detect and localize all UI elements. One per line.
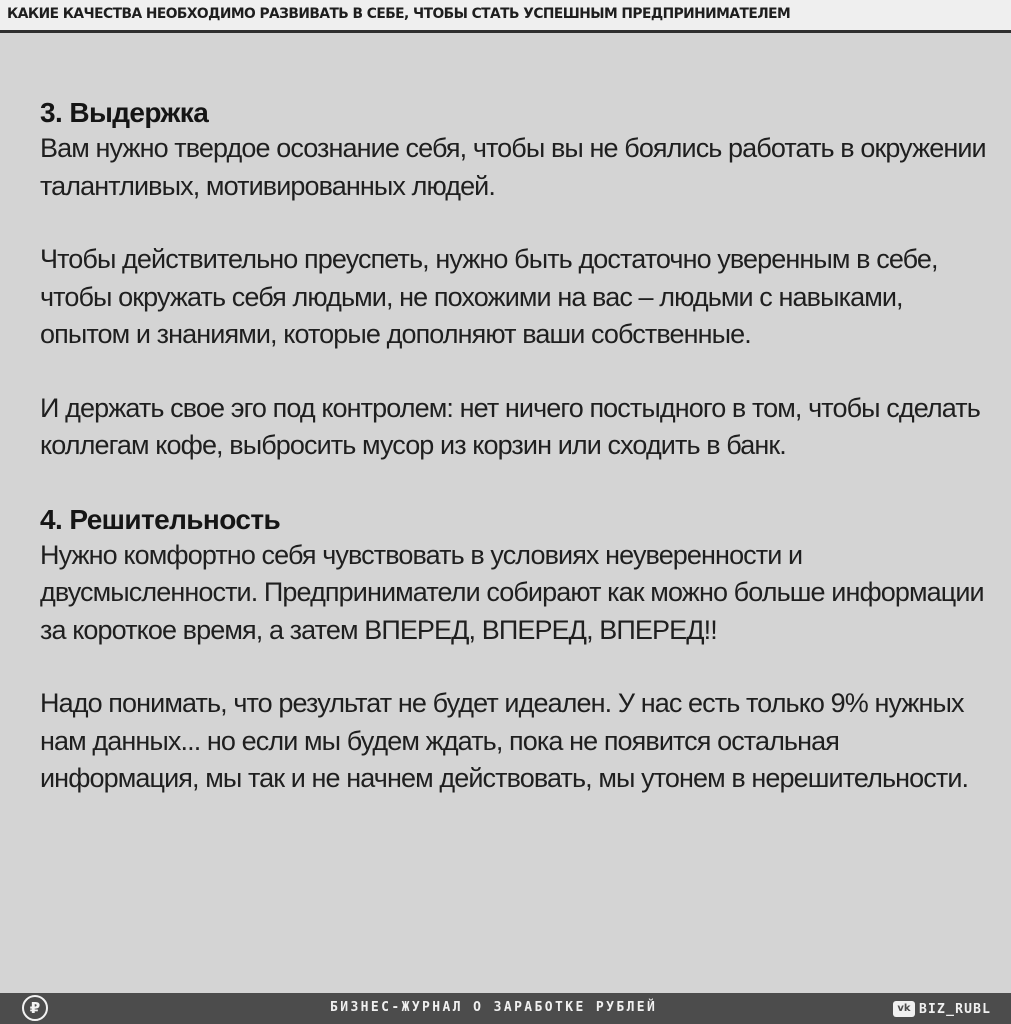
section-composure	[40, 96, 990, 465]
vk-link[interactable]	[893, 1000, 991, 1018]
vk-icon: vk	[893, 1001, 915, 1017]
header-bar	[0, 0, 1011, 33]
ruble-logo-icon: ₽	[22, 995, 48, 1021]
section-heading: 3. Выдержка	[40, 97, 209, 128]
vk-handle: BIZ_RUBL	[919, 1001, 992, 1017]
section-decisiveness	[40, 503, 990, 798]
paragraph: Вам нужно твердое осознание себя, чтобы вы не боялись работать в окружении талантливых, мотивированных людей.	[40, 133, 986, 201]
paragraph: Надо понимать, что результат не будет идеален. У нас есть только 9% нужных нам данных... но если мы будем ждать, пока не появится остальная информация, мы так и не начнем действовать, мы утонем в нерешительности.	[40, 688, 969, 793]
footer-tagline: БИЗНЕС-ЖУРНАЛ О ЗАРАБОТКЕ РУБЛЕЙ	[330, 1000, 658, 1015]
page-title: КАКИЕ КАЧЕСТВА НЕОБХОДИМО РАЗВИВАТЬ В СЕБЕ, ЧТОБЫ СТАТЬ УСПЕШНЫМ ПРЕДПРИНИМАТЕЛЕМ	[7, 6, 791, 22]
article-body	[40, 96, 990, 798]
paragraph: Нужно комфортно себя чувствовать в условиях неуверенности и двусмысленности. Предприниматели собирают как можно больше информации за короткое время, а затем ВПЕРЕД, ВПЕРЕД, ВПЕРЕД!!	[40, 539, 984, 645]
paragraph: Чтобы действительно преуспеть, нужно быть достаточно уверенным в себе, чтобы окружать себя людьми, не похожими на вас – людьми с навыками, опытом и знаниями, которые дополняют ваши собственные.	[40, 244, 938, 349]
footer-bar	[0, 993, 1011, 1024]
paragraph: И держать свое эго под контролем: нет ничего постыдного в том, чтобы сделать коллегам кофе, выбросить мусор из корзин или сходить в банк.	[40, 392, 980, 460]
section-heading: 4. Решительность	[40, 503, 281, 535]
